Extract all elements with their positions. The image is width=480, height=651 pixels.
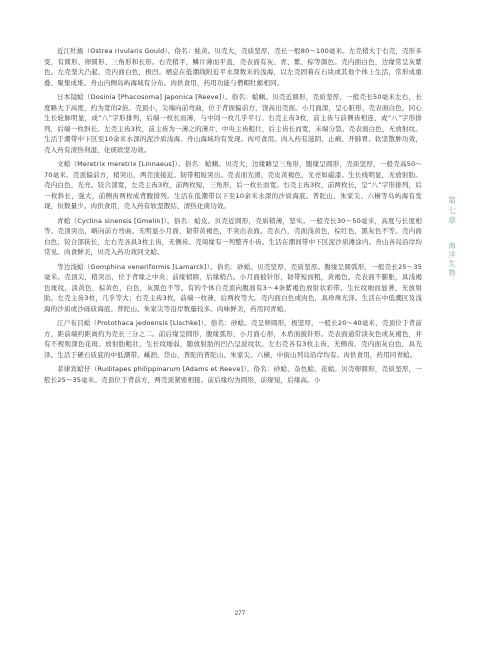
text-body xyxy=(44,46,422,389)
side-chapter-label: 第七章 xyxy=(448,196,456,225)
paragraph-dosinia: 日本镜蛤（Dosinia [Phacosoma] Japonica [Reeve]）。俗名：蛤蜊。贝壳近圆形，壳质坚厚，一般壳长50毫米左右，长度略大于高度，约为宽的2倍。壳顶小，尖端向前弯曲，位于背面偏前方，饶高出壳面。小月面深，呈心脏形，壳表面白色，同心生长轮脉明显，成“八”字形排列，后端一枚长而薄，与中间一枚几乎平行。右壳主齿3枚，前主齿与前侧齿相连，成“八”字形排列，后端一枚斜长。左壳主齿3枚，前主齿为一薄之的薄片，中央主齿粗壮，后主齿长而宽，末端分裂。壳表面白色，无放射纹。生活于潮带中下区至10余米水深的泥沙质浅海。舟山海域均有发现。肉可食用。肉入药有滋阴、止痢、开肺胃、软坚散肿功效，壳入药有清热利湿、化痰软坚功效。 xyxy=(44,93,422,154)
paragraph-gomphina: 等边浅蛤（Gomphina veneriformis [Lamarck]）。俗名：砂蛤。贝壳坚厚，壳质坚厚。腹缘呈圆弧形，一般壳长25～35毫米。壳顶尖，稍突出，位于背缘之中央；前缘稍圆，后缘稍凸。小月面披针形，韧带短而粗，黄褐色。壳表面不膨胀，具浅褐色斑纹，淡黄色，棕黄色，白色，灰黑色不等。有的个体自壳顶向腹面有3～4条紫褐色放射状彩带。生长纹细而显著，无放射肋。左壳主齿3枚，几乎等大；右壳主齿3枚，前端一枚薄，后两枚等大。壳内面白色或肉色，具珍珠光泽。生活在中低潮区及浅海的沙质或沙砾质海底。普陀山、朱家尖等沿岸数量较多。肉味鲜美，药用同青蛤。 xyxy=(44,262,422,313)
paragraph-meretrix: 文蛤（Meretrix meretrix [Linnaeus]）。俗名：蛤蜊。贝壳大，边缘略呈三角形，腹缘呈圆形，壳质坚厚，一般壳高50～70毫米。壳顶偏前方，稍突出，两壳顶接近。韧带粗短突出。壳表面光滑，壳皮黄褐色，光亮如磁漆。生长线明显，无放射肋。壳内白色，光亮。铰合部宽，左壳主齿3枚，前两枚短，三角形，后一枚长而宽。右壳主齿3枚，前两枚长，呈“八”字形排列，后一枚斜长，强大，前侧齿两枚成背腹排列。生活在低潮带以下至10余米水深的沙质海底。普陀山、朱家尖、六横等岛屿海有发现，但数量少。肉供食用，壳入药有软坚散结、清热化痰功效。 xyxy=(44,160,422,210)
paragraph-cyclina: 青蛤（Cyclina sinensis [Gmelin]）。俗名：蛤皮。贝壳近圆形，壳质稍薄，坚实。一般壳长30～50毫米，高度与长度相等。壳顶突出，略向前方弯曲。无明显小月面，韧带黄褐色，不突出表面。壳表凸，壳面浅黄色，棕红色，黑灰色不等。壳内面白色，铰合部狭长，左右壳各具3枚主齿，无侧齿。壳周缘有一列整齐小齿。生活在潮间带中下区泥沙质滩涂内。舟山各岛沿岸均常见。肉食鲜美，贝壳入药功效同文蛤。 xyxy=(44,216,422,256)
paragraph-ruditapes: 菲律宾蛤仔（Ruditapes philippinarum [Adams et Reeve]）。俗名：砂蛤、杂色蛤、花蛤。贝壳卵圆形，壳质坚厚，一般长25～35毫米。壳顶位于背前方，两壳顶紧密相接。前后缘均为圆形，前缘短，后缘高。小 xyxy=(44,365,422,384)
page-number: 277 xyxy=(234,610,246,617)
paragraph-oyster: 近江牡蛎（Ostrea rivularis Gould）。俗名：蚝黄。贝壳大，壳质坚厚，壳长一般80～100毫米。左壳稍大于右壳，壳形多变，有圆形、卵圆形、三角形和长形。右壳稍平，鳞片薄而平直，壳表面有灰、青、紫、棕等颜色。壳内面白色，边缘常呈灰紫色。左壳坚大凸起，壳内面白色，极凹。栖息在低潮线附近平水深数米的浅海，以左壳固着在石块或其他个体上生活，常形成重叠、聚集成堆。舟山内侧岛屿海域有分布。肉供食用，药用功能与僧帽牡蛎相同。 xyxy=(44,47,422,87)
side-section-label: 海洋生物 xyxy=(448,242,456,277)
paragraph-protothaca: 江户布目蛤（Protothaca jedoensis [Lischke]）。俗名：砂蛤。壳呈卵圆形，极坚厚，一般长20～40毫米，壳顶位于背前方，距前端约距离约为壳长三分之二。前后缘呈圆形，腹缘弧形，小月面心形，木盾面披针形。壳表面通常淡灰色或灰褐色，并有不规则深色花斑。放射肋粗壮，生长纹细弱，随放射肋的凹凸呈波纹状。左右壳各有3枚主齿，无侧齿。壳内面灰白色，具光泽。生活于硬石质底的中低潮带。嵊泗、岱山、普陀的普陀山、朱家尖、六横，中街山列岛沿岸均有。肉供食用，药用同青蛤。 xyxy=(44,319,422,359)
